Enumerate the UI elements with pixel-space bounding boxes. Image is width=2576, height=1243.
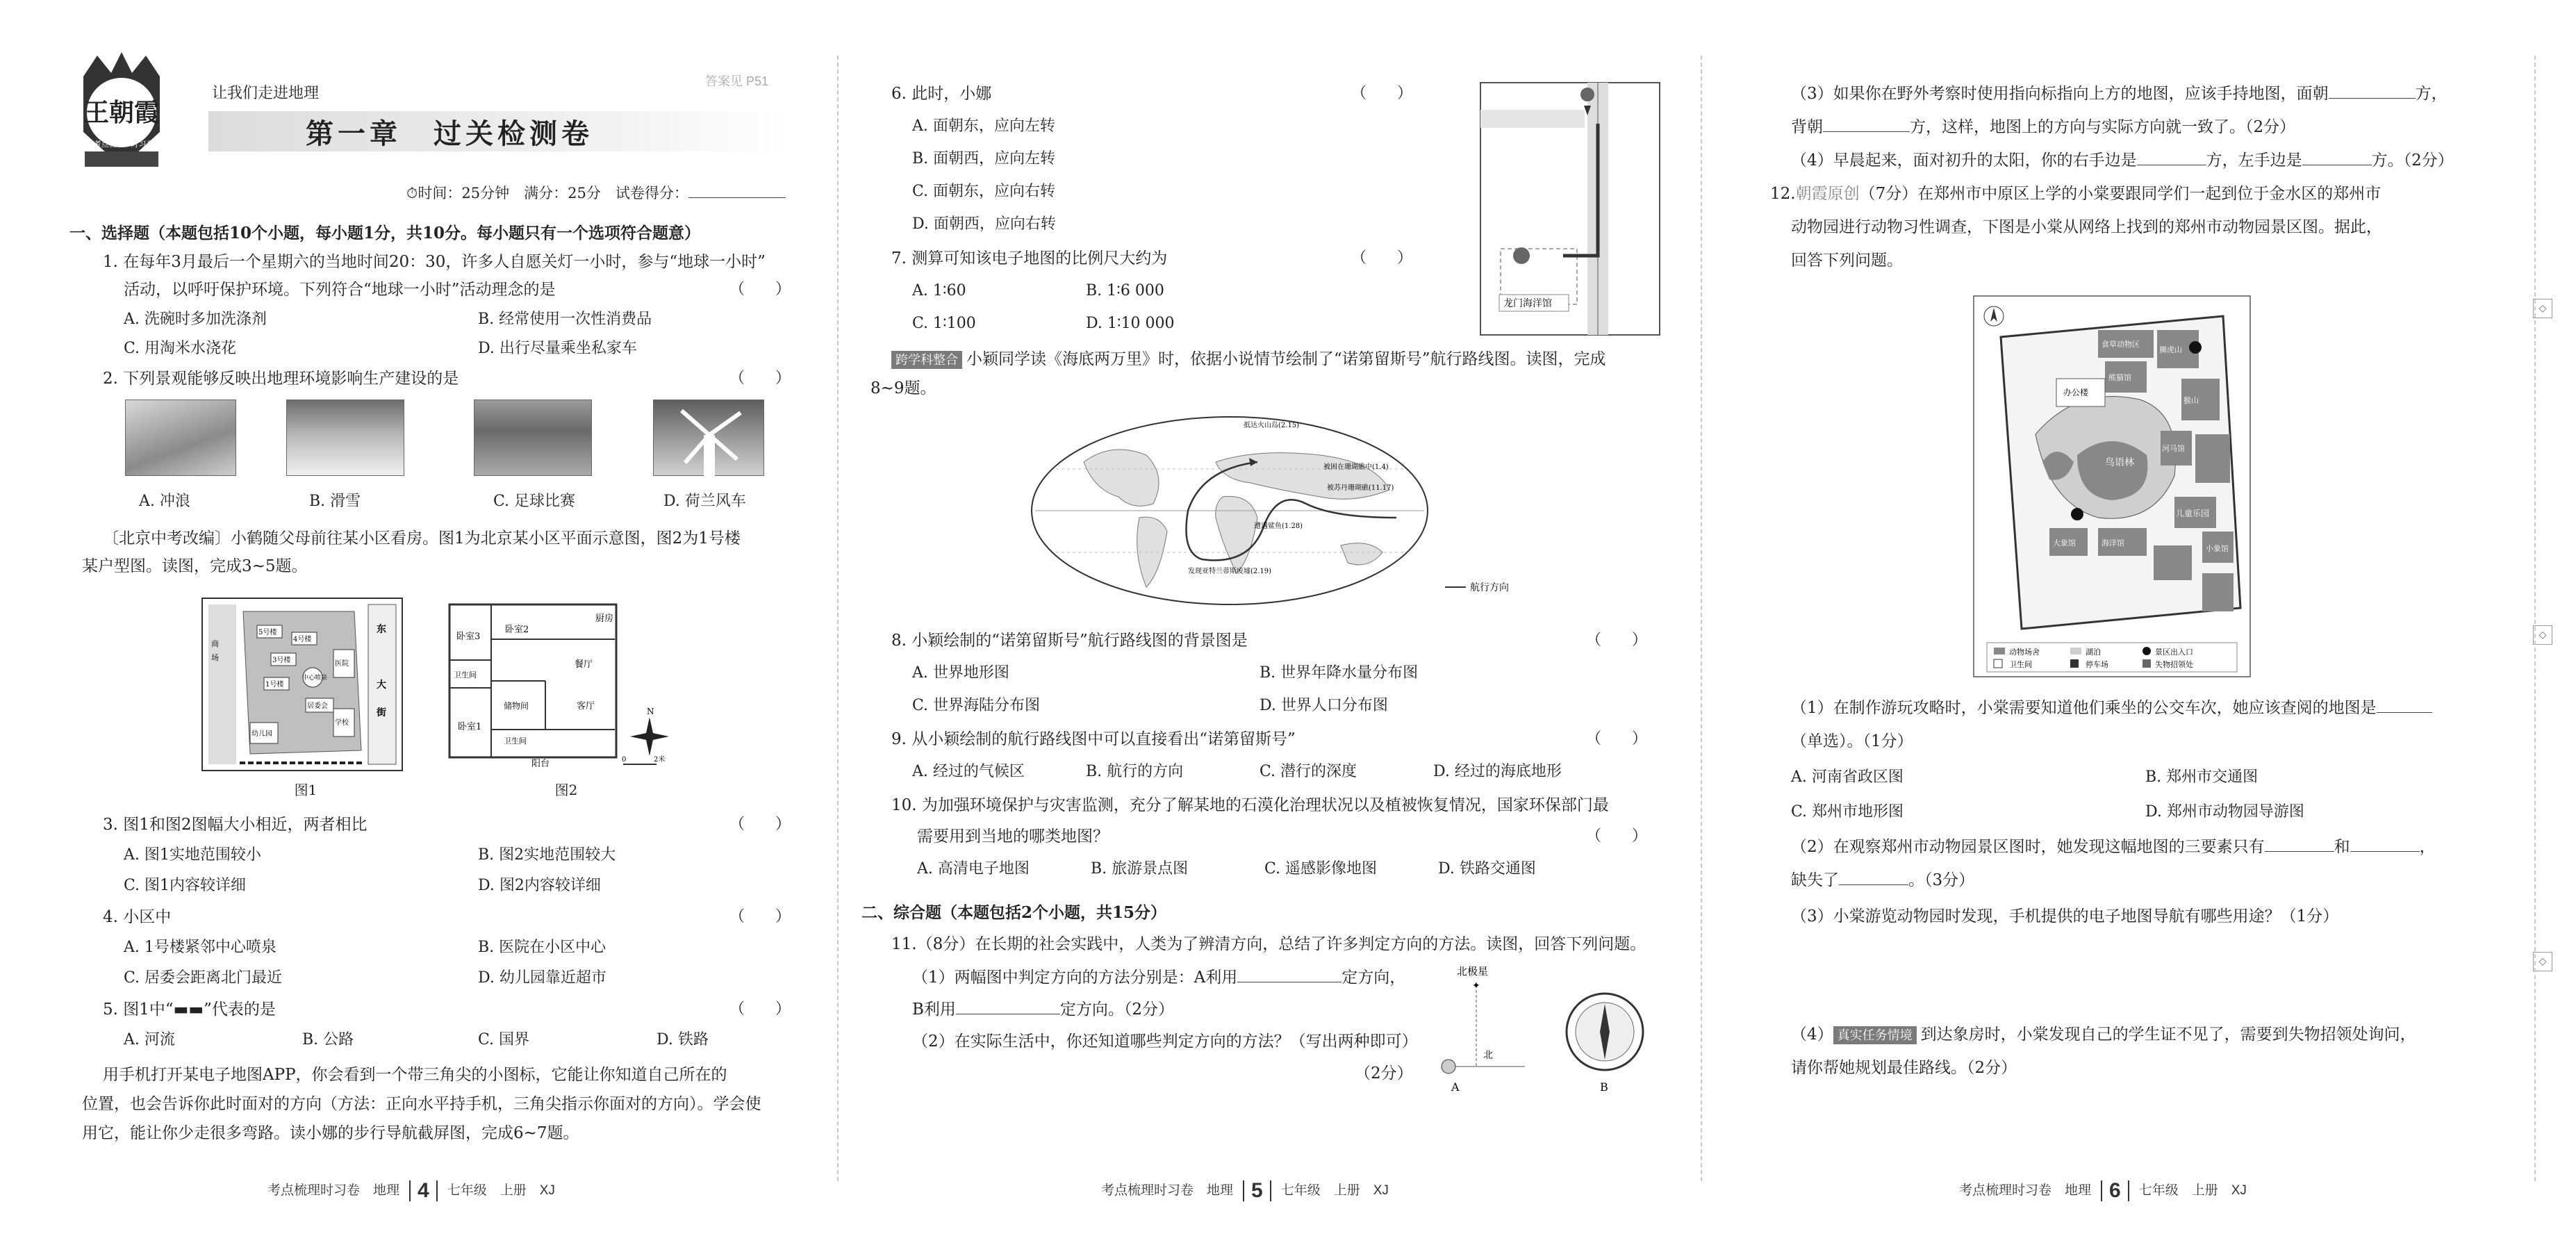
svg-text:抵达火山岛(2.15): 抵达火山岛(2.15) — [1244, 422, 1300, 429]
svg-text:卫生间: 卫生间 — [454, 670, 477, 680]
q7-option-d[interactable]: D. 1∶10 000 — [1086, 315, 1175, 332]
q12-part4-line2: 请你帮她规划最佳路线。（2分） — [1791, 1059, 2017, 1077]
q4-option-a[interactable]: A. 1号楼紧邻中心喷泉 — [124, 939, 276, 956]
nautilus-route-world-map — [1028, 413, 1509, 608]
svg-text:居委会: 居委会 — [307, 702, 328, 710]
q12-option-d[interactable]: D. 郑州市动物园导游图 — [2145, 803, 2304, 821]
q12-option-b[interactable]: B. 郑州市交通图 — [2145, 768, 2259, 786]
svg-text:停车场: 停车场 — [2086, 660, 2108, 669]
q3-option-d[interactable]: D. 图2内容较详细 — [478, 877, 601, 894]
q12-option-c[interactable]: C. 郑州市地形图 — [1791, 803, 1904, 821]
q12-option-a[interactable]: A. 河南省政区图 — [1791, 768, 1904, 786]
badge-sub: 考点梳理 · 时习卷 — [93, 140, 154, 149]
question-3: 3. 图1和图2图幅大小相近，两者相比 — [103, 816, 368, 834]
svg-text:小象馆: 小象馆 — [2206, 544, 2229, 553]
real-task-tag: 真实任务情境 — [1833, 1026, 1917, 1044]
q6-option-a[interactable]: A. 面朝东，应向左转 — [912, 117, 1055, 135]
answer-blank[interactable] — [2329, 83, 2416, 99]
svg-text:卧室3: 卧室3 — [456, 632, 481, 642]
answer-bracket[interactable]: （ ） — [1586, 730, 1648, 748]
question-5: 5. 图1中“▬▬”代表的是 — [103, 1001, 276, 1019]
svg-text:幼儿园: 幼儿园 — [251, 730, 272, 738]
skiing-photo — [286, 400, 404, 476]
exam-meta: ⏱时间：25分钟 满分：25分 试卷得分： — [406, 182, 786, 205]
q10-option-b[interactable]: B. 旅游景点图 — [1091, 860, 1189, 878]
answer-blank[interactable] — [2350, 837, 2420, 852]
binding-line — [2534, 56, 2536, 1181]
figure-a-label: A — [1451, 1080, 1460, 1094]
figure-2-caption: 图2 — [554, 782, 578, 798]
q10-option-d[interactable]: D. 铁路交通图 — [1438, 860, 1536, 878]
svg-text:猴山: 猴山 — [2183, 396, 2199, 405]
svg-text:狮虎山: 狮虎山 — [2159, 345, 2182, 354]
figure-1-caption: 图1 — [294, 782, 317, 798]
svg-text:卧室2: 卧室2 — [505, 625, 529, 635]
svg-text:王朝霞: 王朝霞 — [83, 98, 160, 127]
svg-text:失物招领处: 失物招领处 — [2155, 660, 2193, 669]
navigation-screenshot — [1480, 82, 1660, 336]
svg-text:被困在珊瑚礁中(1.4): 被困在珊瑚礁中(1.4) — [1323, 463, 1389, 471]
q12-part1-line2: （单选）。（1分） — [1791, 732, 1913, 750]
svg-text:中心喷泉: 中心喷泉 — [302, 675, 328, 682]
answer-bracket[interactable]: （ ） — [1586, 828, 1648, 845]
svg-text:✦: ✦ — [1472, 980, 1480, 991]
svg-text:景区出入口: 景区出入口 — [2155, 648, 2193, 657]
svg-text:储物间: 储物间 — [504, 701, 529, 711]
q8-option-a[interactable]: A. 世界地形图 — [912, 664, 1009, 682]
svg-text:大象馆: 大象馆 — [2053, 538, 2076, 548]
svg-text:1号楼: 1号楼 — [265, 681, 284, 689]
q9-option-d[interactable]: D. 经过的海底地形 — [1433, 763, 1562, 780]
q6-option-d[interactable]: D. 面朝西，应向右转 — [912, 215, 1056, 233]
q7-option-a[interactable]: A. 1∶60 — [912, 282, 966, 299]
page-number: 4 — [409, 1180, 438, 1201]
intro-8-9-line2: 8~9题。 — [870, 379, 936, 397]
svg-text:鸟语林: 鸟语林 — [2105, 457, 2134, 468]
question-9: 9. 从小颖绘制的航行路线图中可以直接看出“诺第留斯号” — [891, 730, 1296, 748]
q9-option-a[interactable]: A. 经过的气候区 — [912, 763, 1025, 780]
q12-part2-line1: （2）在观察郑州市动物园景区图时，她发现这幅地图的三要素只有 和 ， — [1791, 838, 2436, 856]
question-1-line1: 1. 在每年3月最后一个星期六的当地时间20：30，许多人自愿关灯一小时，参与“地球一小时” — [103, 253, 766, 271]
windmill-photo — [653, 400, 764, 476]
intro-6-7-line2: 位置，也会告诉你此时面对的方向（方法：正向水平持手机，三角尖指示你面对的方向）。学会使 — [82, 1095, 761, 1113]
question-12-line2: 动物园进行动物习性调查，下图是小棠从网络上找到的郑州市动物园景区图。据此， — [1791, 218, 2382, 236]
answer-reference: 答案见 P51 — [705, 74, 769, 88]
figure-1-community-map — [201, 598, 403, 771]
q6-option-c[interactable]: C. 面朝东，应向右转 — [912, 183, 1056, 200]
surfing-photo — [125, 400, 236, 476]
q8-option-d[interactable]: D. 世界人口分布图 — [1260, 697, 1388, 714]
chapter-subtitle: 让我们走进地理 — [212, 85, 320, 102]
svg-text:场: 场 — [211, 653, 219, 662]
svg-text:卧室1: 卧室1 — [458, 722, 482, 732]
score-blank[interactable] — [688, 183, 786, 198]
answer-blank[interactable] — [1237, 967, 1341, 982]
q5-option-c[interactable]: C. 国界 — [478, 1031, 530, 1048]
q11-part3-line1: （3）如果你在野外考察时使用指向标指向上方的地图，应该手持地图，面朝 方， — [1791, 85, 2447, 103]
answer-blank[interactable] — [956, 999, 1060, 1014]
q2-option-b[interactable]: B. 滑雪 — [309, 493, 361, 510]
q3-option-b[interactable]: B. 图2实地范围较大 — [478, 846, 616, 864]
answer-blank[interactable] — [1823, 117, 1910, 132]
question-12-line3: 回答下列问题。 — [1791, 252, 1903, 270]
svg-text:食草动物区: 食草动物区 — [2102, 340, 2140, 349]
q3-option-a[interactable]: A. 图1实地范围较小 — [124, 846, 261, 864]
page-number: 5 — [1243, 1180, 1271, 1201]
q12-part4-line1: （4） 真实任务情境 到达象房时，小棠发现自己的学生证不见了，需要到失物招领处询问， — [1791, 1026, 2416, 1044]
q4-option-c[interactable]: C. 居委会距离北门最近 — [124, 969, 283, 987]
answer-blank[interactable] — [2377, 698, 2432, 713]
q8-option-c[interactable]: C. 世界海陆分布图 — [912, 697, 1041, 714]
q1-option-d[interactable]: D. 出行尽量乘坐私家车 — [478, 340, 637, 357]
svg-text:厨房: 厨房 — [595, 614, 614, 624]
q11-part1-line2: B利用 定方向。（2分） — [912, 1001, 1175, 1019]
answer-bracket[interactable]: （ ） — [1351, 85, 1413, 102]
question-1-line2: 活动，以呼吁保护环境。下列符合“地球一小时”活动理念的是 — [124, 281, 556, 299]
page-4 — [0, 0, 830, 1243]
margin-mark: ◇ — [2533, 952, 2552, 971]
svg-text:北: 北 — [1483, 1050, 1493, 1061]
page-footer: 考点梳理时习卷 地理 6 七年级 上册 XJ — [1959, 1179, 2247, 1202]
q5-option-a[interactable]: A. 河流 — [124, 1031, 175, 1048]
question-10-line2: 需要用到当地的哪类地图？ — [917, 828, 1109, 846]
intro-3-5-line1: 〔北京中考改编〕小鹤随父母前往某小区看房。图1为北京某小区平面示意图，图2为1号楼 — [103, 529, 741, 548]
q5-option-b[interactable]: B. 公路 — [302, 1031, 354, 1048]
q10-option-a[interactable]: A. 高清电子地图 — [917, 860, 1030, 878]
polaris-label: 北极星 — [1457, 965, 1489, 978]
question-10-line1: 10. 为加强环境保护与灾害监测，充分了解某地的石漠化治理状况以及植被恢复情况，国家环保部门最 — [891, 796, 1609, 814]
original-tag: 朝霞原创 — [1795, 185, 1860, 203]
football-photo — [474, 400, 592, 476]
q10-option-c[interactable]: C. 遥感影像地图 — [1264, 860, 1378, 878]
page-divider — [837, 56, 839, 1181]
q11-part4: （4）早晨起来，面对初升的太阳，你的右手边是 方，左手边是 方。（2分） — [1791, 151, 2454, 170]
question-12-line1: 12.朝霞原创（7分）在郑州市中原区上学的小棠要跟同学们一起到位于金水区的郑州市 — [1770, 185, 2381, 203]
q1-option-c[interactable]: C. 用淘米水浇花 — [124, 340, 237, 357]
q4-option-d[interactable]: D. 幼儿园靠近超市 — [478, 969, 606, 987]
wangzhaoxia-badge-logo — [69, 49, 174, 174]
question-7: 7. 测算可知该电子地图的比例尺大约为 — [891, 249, 1168, 267]
page-title: 第一章 过关检测卷 — [306, 118, 593, 150]
answer-blank[interactable] — [1839, 870, 1908, 885]
svg-text:儿童乐园: 儿童乐园 — [2176, 509, 2210, 518]
compass-figure-b — [1560, 987, 1650, 1098]
svg-text:N: N — [647, 707, 654, 716]
svg-text:2米: 2米 — [654, 756, 666, 764]
svg-text:街: 街 — [377, 707, 386, 718]
q11-part2: （2）在实际生活中，你还知道哪些判定方向的方法？（写出两种即可） — [912, 1032, 1418, 1051]
section-one-heading: 一、选择题（本题包括10个小题，每小题1分，共10分。每小题只有一个选项符合题意） — [69, 224, 701, 242]
page-footer: 考点梳理时习卷 地理 5 七年级 上册 XJ — [1101, 1179, 1389, 1202]
q7-option-c[interactable]: C. 1∶100 — [912, 315, 976, 332]
svg-text:医院: 医院 — [335, 660, 349, 668]
svg-text:发现亚特兰蒂斯废墟(2.19): 发现亚特兰蒂斯废墟(2.19) — [1188, 568, 1272, 575]
q1-option-a[interactable]: A. 洗碗时多加洗涤剂 — [124, 311, 267, 328]
svg-text:0: 0 — [622, 756, 627, 764]
svg-text:大: 大 — [377, 680, 386, 691]
intro-3-5-line2: 某户型图。读图，完成3~5题。 — [82, 557, 308, 575]
margin-mark: ◇ — [2533, 625, 2552, 645]
route-legend: 航行方向 — [1470, 582, 1509, 593]
q4-option-b[interactable]: B. 医院在小区中心 — [478, 939, 606, 956]
answer-blank[interactable] — [2265, 837, 2334, 852]
svg-text:熊猫馆: 熊猫馆 — [2108, 373, 2131, 382]
q2-option-c[interactable]: C. 足球比赛 — [493, 493, 576, 510]
zhengzhou-zoo-map — [1973, 295, 2251, 677]
svg-text:3号楼: 3号楼 — [272, 657, 291, 664]
answer-bracket[interactable]: （ ） — [1586, 632, 1648, 649]
svg-text:海洋馆: 海洋馆 — [2102, 538, 2124, 548]
question-2: 2. 下列景观能够反映出地理环境影响生产建设的是 — [103, 370, 459, 388]
q11-part3-line2: 背朝 方，这样，地图上的方向与实际方向就一致了。（2分） — [1791, 118, 2296, 136]
intro-6-7-line3: 用它，能让你少走很多弯路。读小娜的步行导航截屏图，完成6~7题。 — [82, 1124, 579, 1142]
fig1-label-building1: 5号楼 — [258, 629, 277, 636]
svg-text:办公楼: 办公楼 — [2063, 388, 2089, 397]
figure-2-floor-plan — [448, 598, 677, 771]
cross-discipline-tag: 跨学科整合 — [891, 351, 962, 369]
question-8: 8. 小颖绘制的“诺第留斯号”航行路线图的背景图是 — [891, 632, 1248, 650]
svg-text:遭遇鲨鱼(1.28): 遭遇鲨鱼(1.28) — [1254, 522, 1303, 530]
intro-8-9-line1: 跨学科整合 小颖同学读《海底两万里》时，依据小说情节绘制了“诺第留斯号”航行路线图。读图，完成 — [891, 347, 1606, 372]
q12-part3: （3）小棠游览动物园时发现，手机提供的电子地图导航有哪些用途？（1分） — [1791, 907, 2339, 925]
q5-option-d[interactable]: D. 铁路 — [657, 1031, 709, 1048]
svg-text:湖泊: 湖泊 — [2086, 648, 2101, 657]
q11-part2-score: （2分） — [1355, 1064, 1413, 1083]
answer-bracket[interactable]: （ ） — [729, 1001, 791, 1018]
polaris-figure-a — [1435, 962, 1532, 1094]
q6-option-b[interactable]: B. 面朝西，应向左转 — [912, 150, 1056, 167]
q2-option-a[interactable]: A. 冲浪 — [139, 493, 190, 510]
svg-text:阳台: 阳台 — [531, 759, 550, 769]
answer-bracket[interactable]: （ ） — [729, 908, 791, 925]
q12-part1-line1: （1）在制作游玩攻略时，小棠需要知道他们乘坐的公交车次，她应该查阅的地图是 — [1791, 696, 2432, 721]
q7-option-b[interactable]: B. 1∶6 000 — [1086, 282, 1164, 299]
svg-text:餐厅: 餐厅 — [575, 659, 593, 670]
q9-option-c[interactable]: C. 潜行的深度 — [1260, 763, 1357, 780]
svg-text:卫生间: 卫生间 — [504, 736, 527, 746]
svg-text:被苏丹珊瑚礁(11.17): 被苏丹珊瑚礁(11.17) — [1327, 484, 1394, 492]
nav-destination-label: 龙门海洋馆 — [1503, 298, 1552, 309]
svg-text:商: 商 — [211, 639, 219, 648]
answer-blank[interactable] — [2137, 150, 2206, 165]
q11-part1-line1: （1）两幅图中判定方向的方法分别是：A利用 定方向， — [912, 969, 1406, 987]
answer-bracket[interactable]: （ ） — [729, 370, 791, 387]
page-divider — [1701, 56, 1702, 1181]
margin-mark: ◇ — [2533, 299, 2552, 318]
question-11: 11.（8分）在长期的社会实践中，人类为了辨清方向，总结了许多判定方向的方法。读图，回答下列问题。 — [891, 935, 1646, 953]
q8-option-b[interactable]: B. 世界年降水量分布图 — [1260, 664, 1419, 682]
svg-text:卫生间: 卫生间 — [2009, 660, 2032, 669]
q12-part2-line2: 缺失了 。（3分） — [1791, 871, 1975, 889]
page-5 — [858, 0, 1688, 1243]
svg-text:河马馆: 河马馆 — [2162, 444, 2185, 453]
answer-bracket[interactable]: （ ） — [729, 281, 791, 298]
intro-6-7-line1: 用手机打开某电子地图APP，你会看到一个带三角尖的小图标，它能让你知道自己所在的 — [103, 1066, 727, 1084]
q3-option-c[interactable]: C. 图1内容较详细 — [124, 877, 247, 894]
answer-bracket[interactable]: （ ） — [729, 816, 791, 833]
question-4: 4. 小区中 — [103, 908, 172, 926]
page-6 — [1716, 0, 2576, 1243]
svg-text:客厅: 客厅 — [577, 701, 595, 711]
page-number: 6 — [2101, 1180, 2129, 1201]
question-6: 6. 此时，小娜 — [891, 85, 992, 103]
q9-option-b[interactable]: B. 航行的方向 — [1086, 763, 1184, 780]
q1-option-b[interactable]: B. 经常使用一次性消费品 — [478, 311, 652, 328]
svg-text:4号楼: 4号楼 — [293, 636, 312, 643]
answer-bracket[interactable]: （ ） — [1351, 249, 1413, 267]
section-two-heading: 二、综合题（本题包括2个小题，共15分） — [861, 903, 1167, 922]
q2-option-d[interactable]: D. 荷兰风车 — [663, 493, 746, 510]
svg-text:学校: 学校 — [335, 719, 349, 727]
page-footer: 考点梳理时习卷 地理 4 七年级 上册 XJ — [267, 1179, 555, 1202]
figure-b-label: B — [1600, 1080, 1608, 1094]
svg-text:动物场舍: 动物场舍 — [2009, 648, 2040, 657]
svg-text:东: 东 — [377, 624, 386, 635]
answer-blank[interactable] — [2302, 150, 2372, 165]
